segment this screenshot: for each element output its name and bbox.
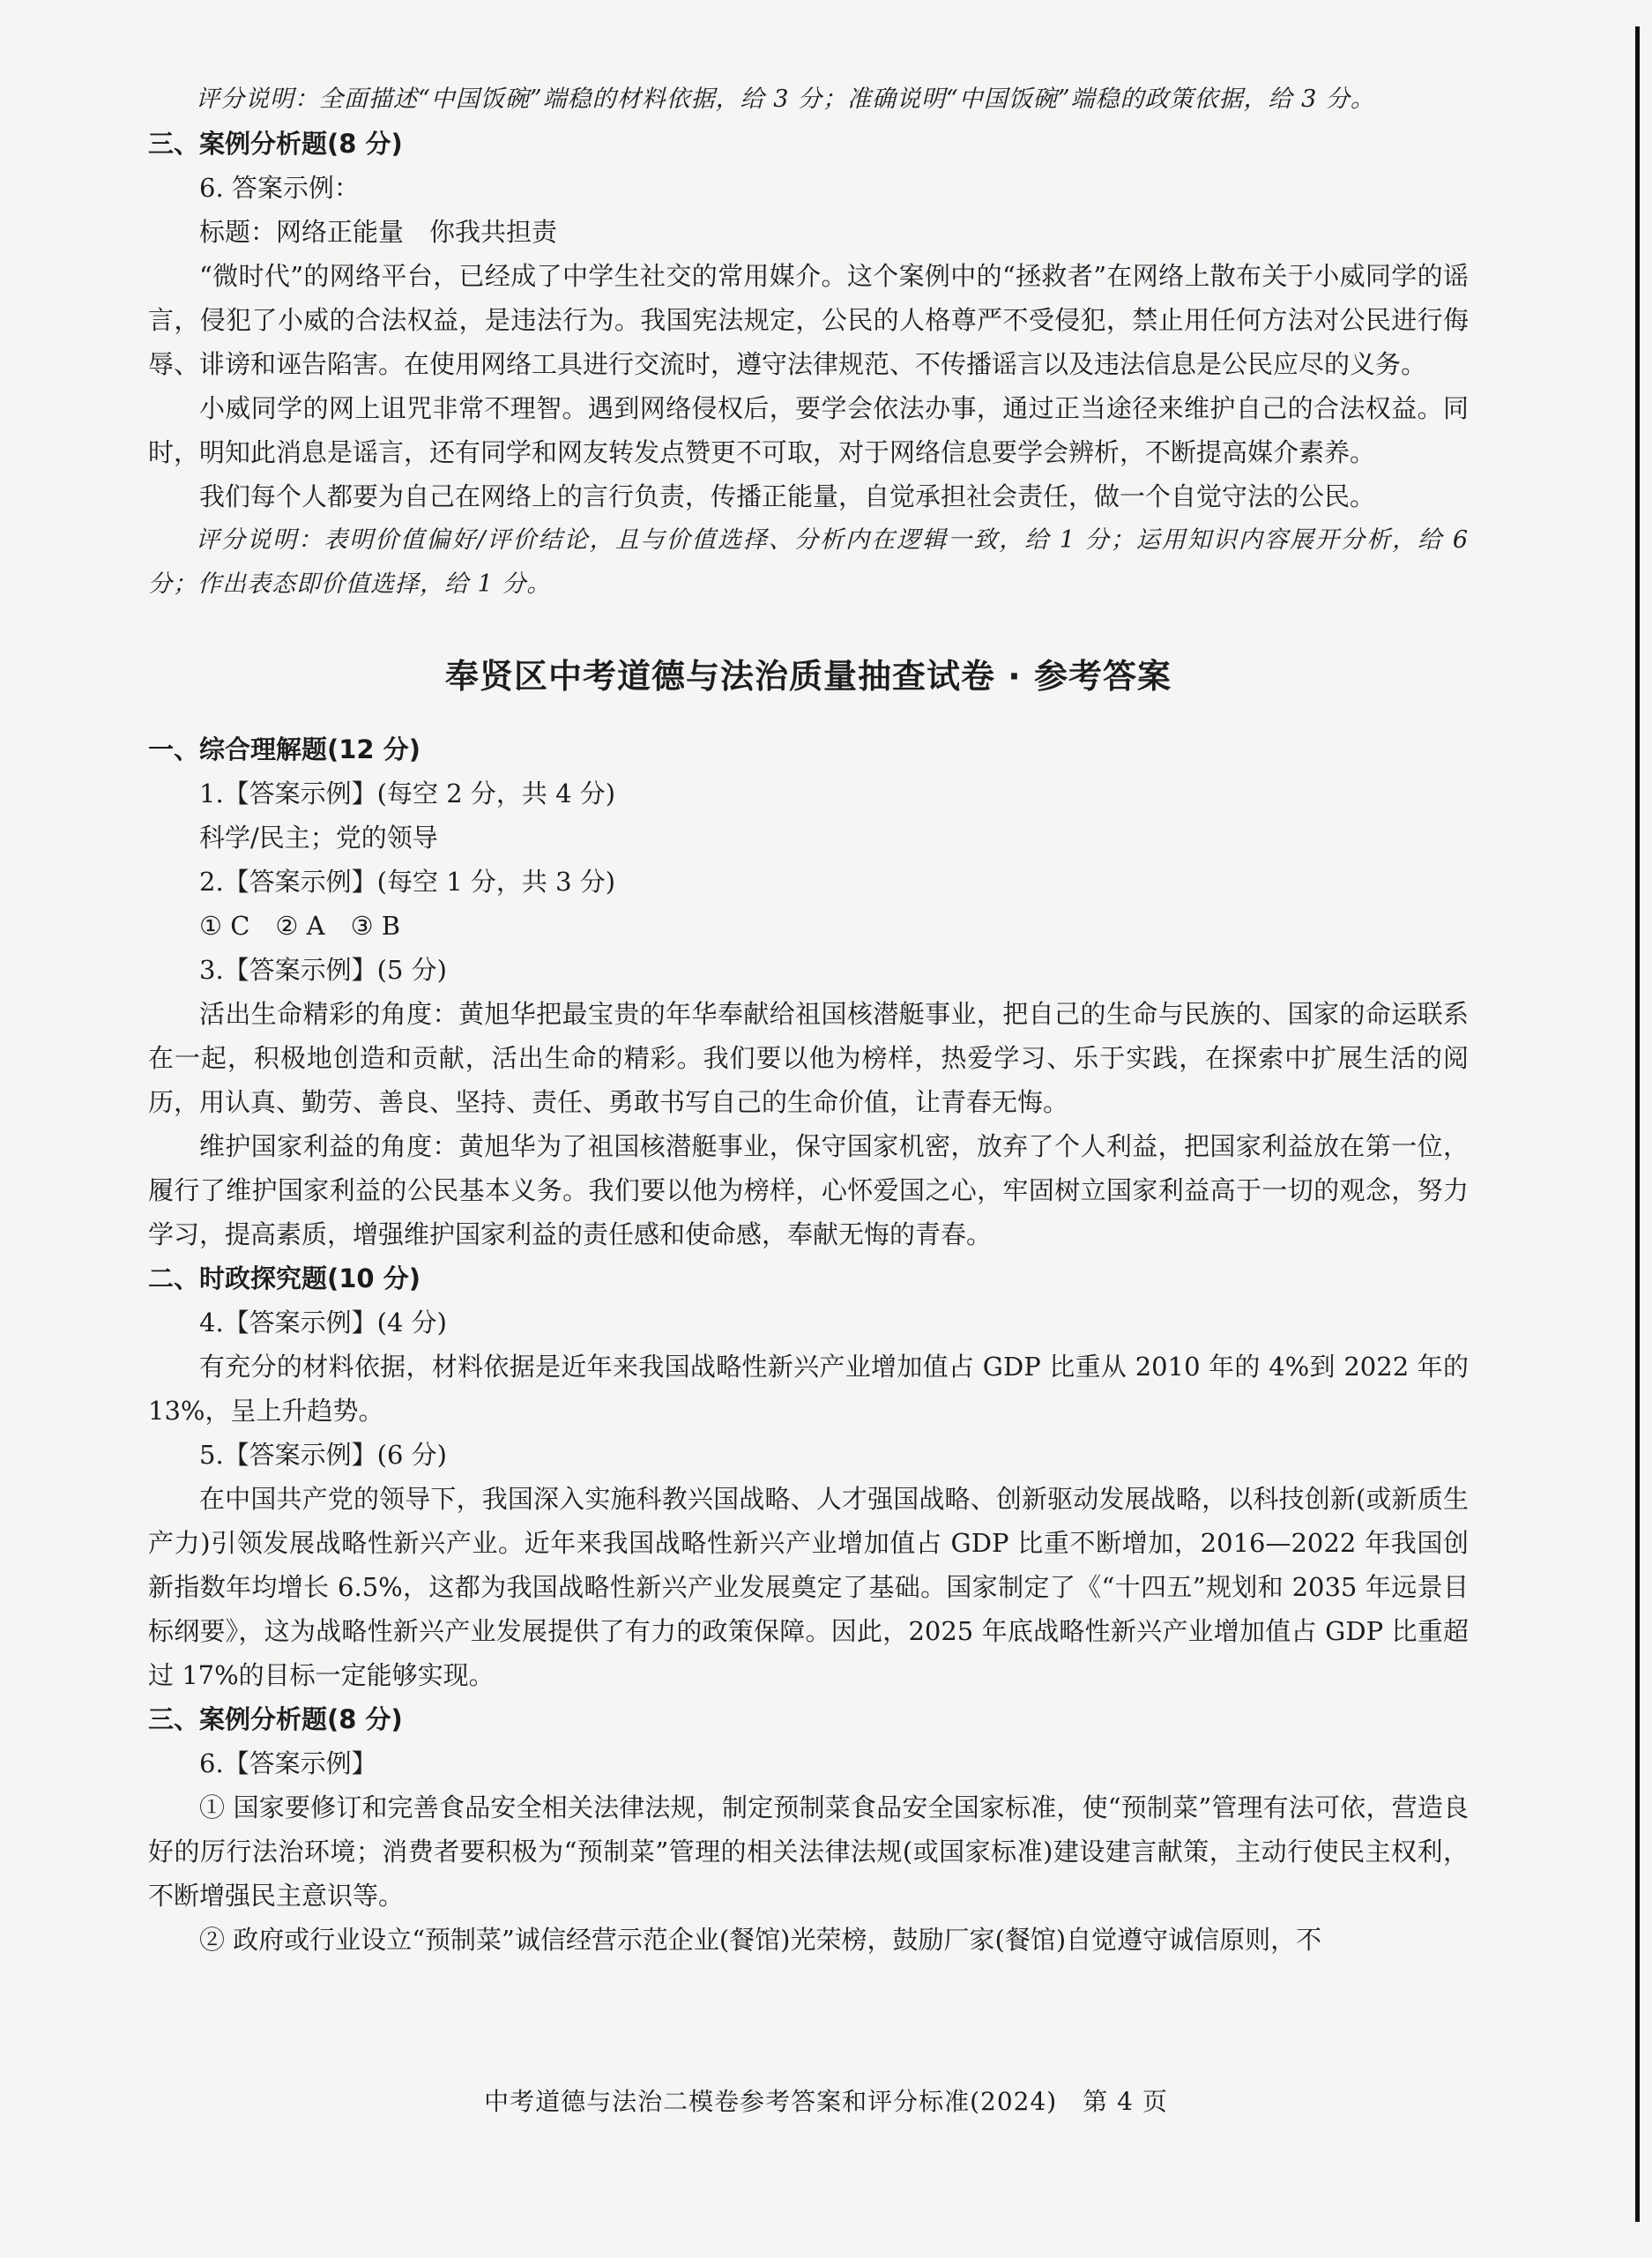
document-title: 奉贤区中考道德与法治质量抽查试卷 · 参考答案 bbox=[445, 657, 1172, 696]
question-label: 5.【答案示例】(6 分) bbox=[199, 1440, 447, 1470]
answer-title: 标题：网络正能量 你我共担责 bbox=[199, 217, 558, 247]
answer-paragraph: 活出生命精彩的角度：黄旭华把最宝贵的年华奉献给祖国核潜艇事业，把自己的生命与民族的、国家的命运联系在一起，积极地创造和贡献，活出生命的精彩。我们要以他为榜样，热爱学习、乐于实践，在探索中扩展生活的阅历，用认真、勤劳、善良、坚持、责任、勇敢书写自己的生命价值，让青春无悔。 bbox=[148, 999, 1469, 1117]
answer-paragraph: “微时代”的网络平台，已经成了中学生社交的常用媒介。这个案例中的“拯救者”在网络上散布关于小威同学的谣言，侵犯了小威的合法权益，是违法行为。我国宪法规定，公民的人格尊严不受侵犯，禁止用任何方法对公民进行侮辱、诽谤和诬告陷害。在使用网络工具进行交流时，遵守法律规范、不传播谣言以及违法信息是公民应尽的义务。 bbox=[148, 261, 1469, 379]
section-heading: 三、案例分析题(8 分) bbox=[148, 129, 403, 159]
question-label: 4.【答案示例】(4 分) bbox=[199, 1308, 447, 1338]
section-heading: 二、时政探究题(10 分) bbox=[148, 1263, 420, 1293]
question-label: 3.【答案示例】(5 分) bbox=[199, 955, 447, 985]
answer-paragraph: ② 政府或行业设立“预制菜”诚信经营示范企业(餐馆)光荣榜，鼓励厂家(餐馆)自觉遵守诚信原则，不 bbox=[199, 1925, 1322, 1955]
page-content bbox=[148, 78, 1469, 1962]
scan-edge-line bbox=[1635, 26, 1640, 2222]
answer-paragraph: ① 国家要修订和完善食品安全相关法律法规，制定预制菜食品安全国家标准，使“预制菜”管理有法可依，营造良好的厉行法治环境；消费者要积极为“预制菜”管理的相关法律法规(或国家标准)建设建言献策，主动行使民主权利，不断增强民主意识等。 bbox=[148, 1792, 1469, 1911]
question-label: 1.【答案示例】(每空 2 分，共 4 分) bbox=[199, 779, 616, 809]
section-heading: 三、案例分析题(8 分) bbox=[148, 1704, 403, 1734]
question-label: 2.【答案示例】(每空 1 分，共 3 分) bbox=[199, 867, 616, 897]
answer-line: 科学/民主；党的领导 bbox=[199, 823, 438, 853]
section-heading: 一、综合理解题(12 分) bbox=[148, 734, 420, 764]
answer-paragraph: 在中国共产党的领导下，我国深入实施科教兴国战略、人才强国战略、创新驱动发展战略，以科技创新(或新质生产力)引领发展战略性新兴产业。近年来我国战略性新兴产业增加值占 GDP 比重不断增加，2016—2022 年我国创新指数年均增长 6.5%，这都为我国战略性新兴产业发展奠定了基础。国家制定了《“十四五”规划和 2035 年远景目标纲要》，这为战略性新兴产业发展提供了有力的政策保障。因此，2025 年底战略性新兴产业增加值占 GDP 比重超过 17%的目标一定能够实现。 bbox=[148, 1484, 1469, 1690]
answer-paragraph: 小威同学的网上诅咒非常不理智。遇到网络侵权后，要学会依法办事，通过正当途径来维护自己的合法权益。同时，明知此消息是谣言，还有同学和网友转发点赞更不可取，对于网络信息要学会辨析，不断提高媒介素养。 bbox=[148, 393, 1469, 467]
page-footer: 中考道德与法治二模卷参考答案和评分标准(2024) 第 4 页 bbox=[484, 2087, 1168, 2116]
scoring-note: 评分说明：全面描述“中国饭碗”端稳的材料依据，给 3 分；准确说明“中国饭碗”端稳的政策依据，给 3 分。 bbox=[196, 86, 1375, 113]
scoring-note: 评分说明：表明价值偏好/评价结论，且与价值选择、分析内在逻辑一致，给 1 分；运用知识内容展开分析，给 6 分；作出表态即价值选择，给 1 分。 bbox=[148, 526, 1469, 598]
answer-paragraph: 维护国家利益的角度：黄旭华为了祖国核潜艇事业，保守国家机密，放弃了个人利益，把国家利益放在第一位，履行了维护国家利益的公民基本义务。我们要以他为榜样，心怀爱国之心，牢固树立国家利益高于一切的观念，努力学习，提高素质，增强维护国家利益的责任感和使命感，奉献无悔的青春。 bbox=[148, 1131, 1469, 1249]
question-label: 6.【答案示例】 bbox=[199, 1748, 377, 1778]
question-label: 6. 答案示例： bbox=[199, 173, 360, 203]
answer-paragraph: 我们每个人都要为自己在网络上的言行负责，传播正能量，自觉承担社会责任，做一个自觉守法的公民。 bbox=[199, 481, 1376, 511]
answer-paragraph: 有充分的材料依据，材料依据是近年来我国战略性新兴产业增加值占 GDP 比重从 2010 年的 4%到 2022 年的 13%，呈上升趋势。 bbox=[148, 1352, 1469, 1426]
answer-line: ① C ② A ③ B bbox=[199, 911, 401, 941]
